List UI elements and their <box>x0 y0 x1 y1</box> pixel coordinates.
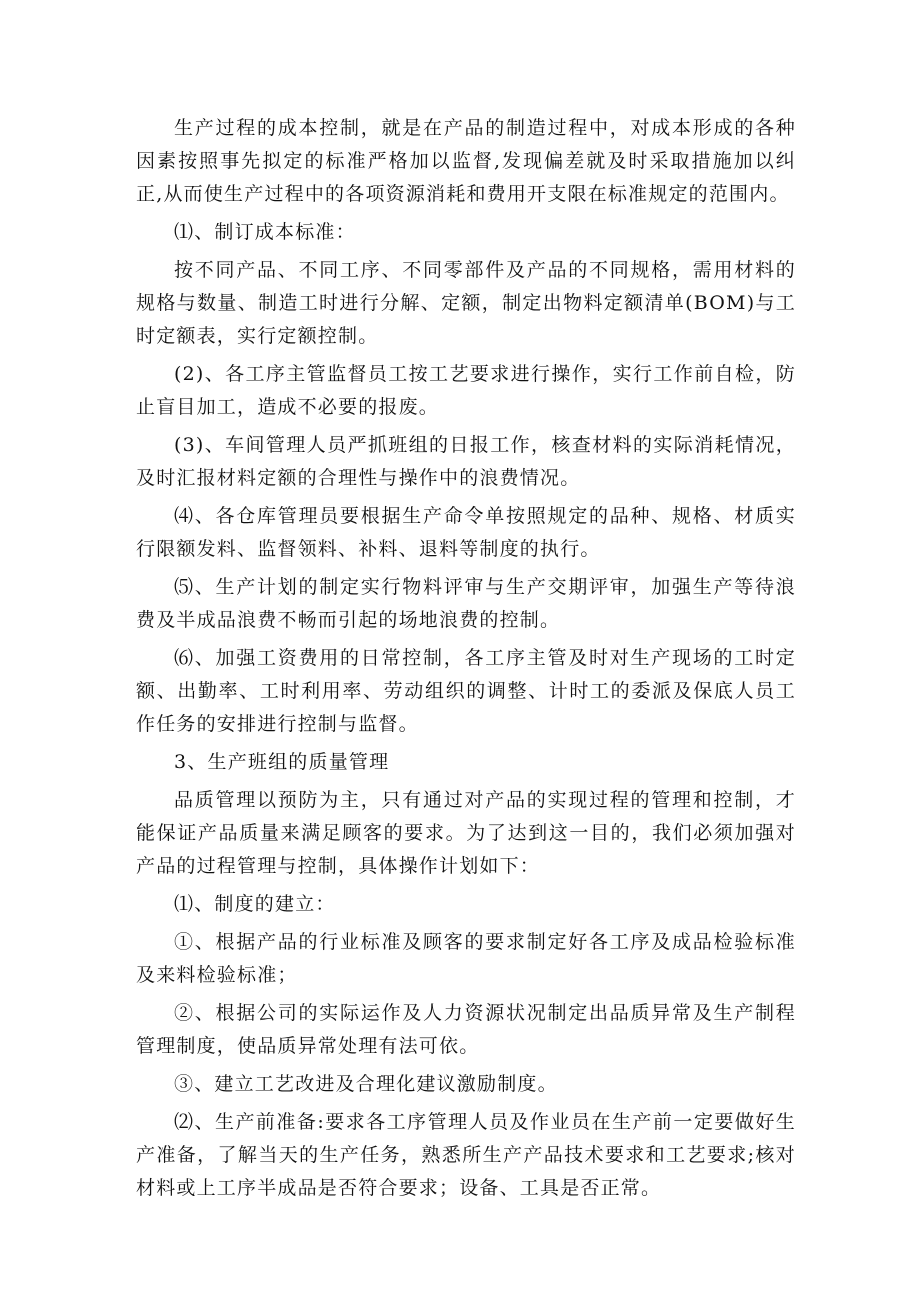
paragraph-quality-intro: 品质管理以预防为主，只有通过对产品的实现过程的管理和控制，才能保证产品质量来满足顾客的要求。为了达到这一目的，我们必须加强对产品的过程管理与控制，具体操作计划如下： <box>136 789 796 877</box>
paragraph-system-establishment: ⑴、制度的建立： <box>174 893 336 915</box>
paragraph-production-planning: ⑸、生产计划的制定实行物料评审与生产交期评审，加强生产等待浪费及半成品浪费不畅而引起的场地浪费的控制。 <box>136 576 796 631</box>
paragraph-improvement-incentives: ③、建立工艺改进及合理化建议激励制度。 <box>174 1073 558 1095</box>
paragraph-wage-control: ⑹、加强工资费用的日常控制，各工序主管及时对生产现场的工时定额、出勤率、工时利用率、劳动组织的调整、计时工的委派及保底人员工作任务的安排进行控制与监督。 <box>136 647 796 735</box>
paragraph-inspection-standards: ①、根据产品的行业标准及顾客的要求制定好各工序及成品检验标准及来料检验标准； <box>136 931 796 986</box>
paragraph-daily-report: (3)、车间管理人员严抓班组的日报工作，核查材料的实际消耗情况，及时汇报材料定额的合理性与操作中的浪费情况。 <box>136 434 796 489</box>
document-body <box>136 112 796 1210</box>
paragraph-cost-standard-heading: ⑴、制订成本标准： <box>174 221 356 243</box>
paragraph-pre-production-preparation: ⑵、生产前准备:要求各工序管理人员及作业员在生产前一定要做好生产准备，了解当天的生产任务，熟悉所生产产品技术要求和工艺要求;核对材料或上工序半成品是否符合要求；设备、工具是否正常。 <box>136 1111 796 1199</box>
section-heading-quality-management: 3、生产班组的质量管理 <box>174 751 390 773</box>
paragraph-process-supervision: (2)、各工序主管监督员工按工艺要求进行操作，实行工作前自检，防止盲目加工，造成不必要的报废。 <box>136 363 796 418</box>
paragraph-cost-standard-body: 按不同产品、不同工序、不同零部件及产品的不同规格，需用材料的规格与数量、制造工时进行分解、定额，制定出物料定额清单(BOM)与工时定额表，实行定额控制。 <box>136 259 796 347</box>
paragraph-quality-exception-rules: ②、根据公司的实际运作及人力资源状况制定出品质异常及生产制程管理制度，使品质异常处理有法可依。 <box>136 1002 796 1057</box>
paragraph-warehouse-issuing: ⑷、各仓库管理员要根据生产命令单按照规定的品种、规格、材质实行限额发料、监督领料、补料、退料等制度的执行。 <box>136 505 796 560</box>
paragraph-cost-control-intro: 生产过程的成本控制，就是在产品的制造过程中，对成本形成的各种因素按照事先拟定的标准严格加以监督,发现偏差就及时采取措施加以纠正,从而使生产过程中的各项资源消耗和费用开支限在标准规定的范围内。 <box>136 117 796 205</box>
